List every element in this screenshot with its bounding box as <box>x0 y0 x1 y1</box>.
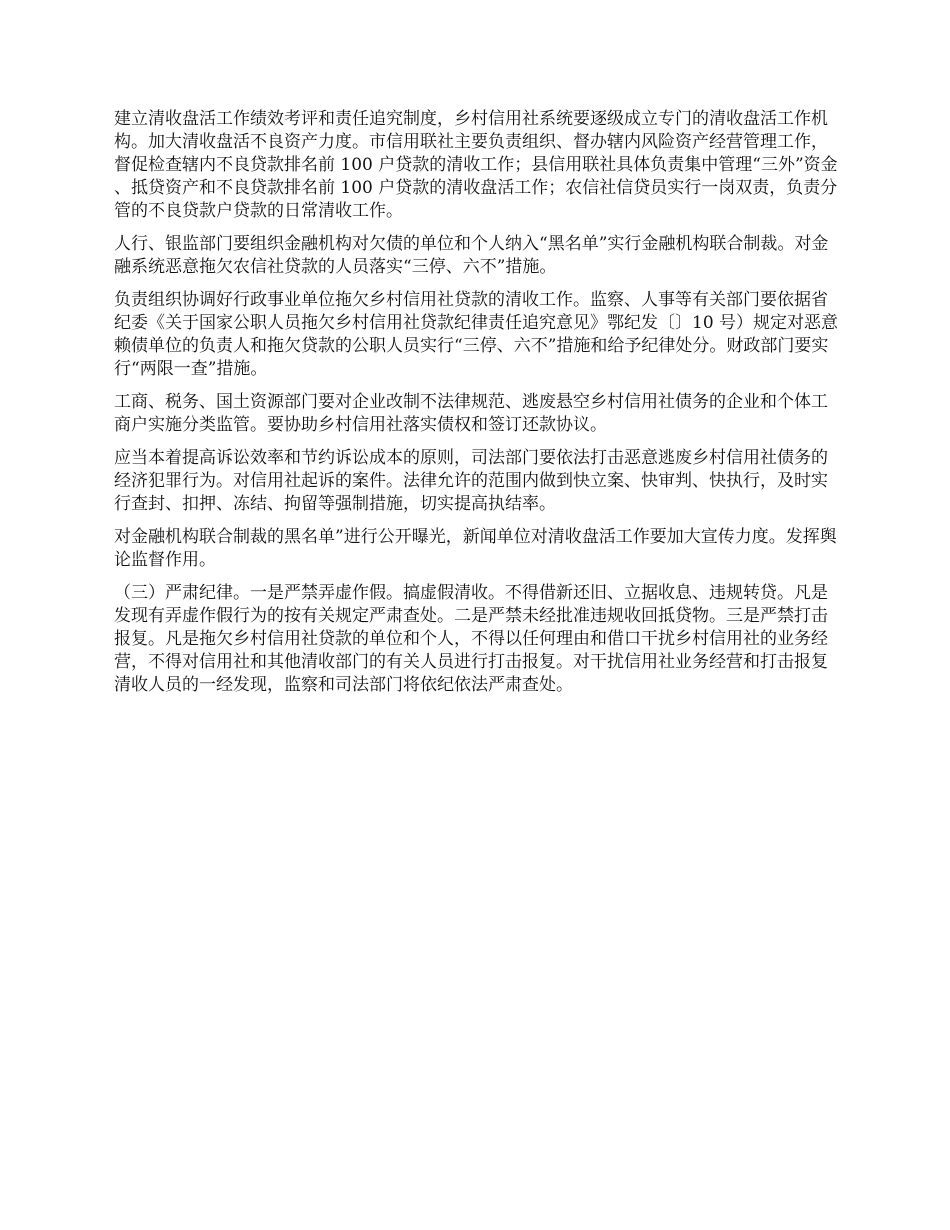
paragraph-2: 人行、银监部门要组织金融机构对欠债的单位和个人纳入“黑名单”实行金融机构联合制裁。对金融系统恶意拖欠农信社贷款的人员落实“三停、六不”措施。 <box>114 234 829 277</box>
paragraph-1: 建立清收盘活工作绩效考评和责任追究制度，乡村信用社系统要逐级成立专门的清收盘活工作机构。加大清收盘活不良资产力度。市信用联社主要负责组织、督办辖内风险资产经营管理工作，督促检查辖内不良贷款排名前 100 户贷款的清收工作；县信用联社具体负责集中管理“三外”资金、抵贷资产和不良贷款排名前 100 户贷款的清收盘活工作；农信社信贷员实行一岗双责，负责分管的不良贷款户贷款的日常清收工作。 <box>114 109 838 221</box>
paragraph-7: （三）严肃纪律。一是严禁弄虚作假。搞虚假清收。不得借新还旧、立据收息、违规转贷。凡是发现有弄虚作假行为的按有关规定严肃查处。二是严禁未经批准违规收回抵贷物。三是严禁打击报复。凡是拖欠乡村信用社贷款的单位和个人，不得以任何理由和借口干扰乡村信用社的业务经营，不得对信用社和其他清收部门的有关人员进行打击报复。对干扰信用社业务经营和打击报复清收人员的一经发现，监察和司法部门将依纪依法严肃查处。 <box>114 583 828 695</box>
paragraph-3: 负责组织协调好行政事业单位拖欠乡村信用社贷款的清收工作。监察、人事等有关部门要依据省纪委《关于国家公职人员拖欠乡村信用社贷款纪律责任追究意见》鄂纪发〔〕10 号）规定对恶意赖债单位的负责人和拖欠贷款的公职人员实行“三停、六不”措施和给予纪律处分。财政部门要实行“两限一查”措施。 <box>114 290 839 379</box>
paragraph-6: 对金融机构联合制裁的黑名单”进行公开曝光，新闻单位对清收盘活工作要加大宣传力度。发挥舆论监督作用。 <box>114 527 837 570</box>
paragraph-5: 应当本着提高诉讼效率和节约诉讼成本的原则，司法部门要依法打击恶意逃废乡村信用社债务的经济犯罪行为。对信用社起诉的案件。法律允许的范围内做到快立案、快审判、快执行，及时实行查封、扣押、冻结、拘留等强制措施，切实提高执结率。 <box>114 448 828 514</box>
document-body <box>114 108 840 707</box>
paragraph-4: 工商、税务、国土资源部门要对企业改制不法律规范、逃废悬空乡村信用社债务的企业和个体工商户实施分类监管。要协助乡村信用社落实债权和签订还款协议。 <box>114 392 828 435</box>
